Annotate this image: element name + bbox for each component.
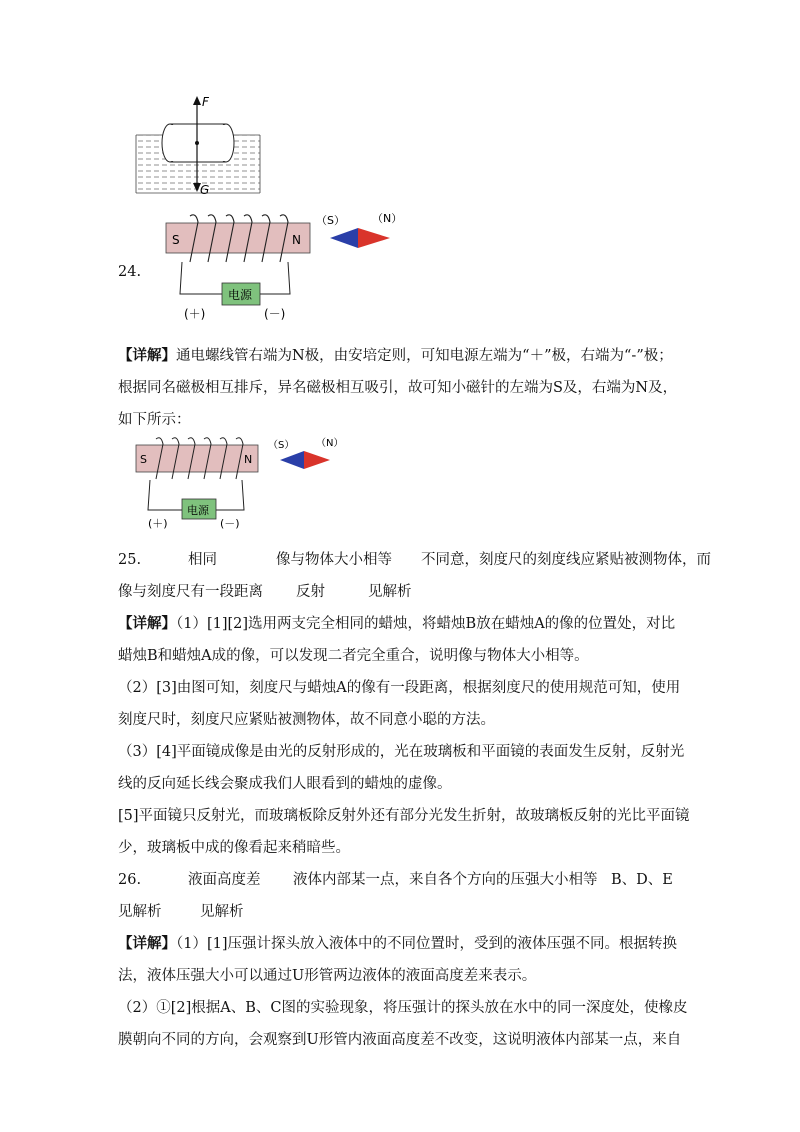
magnetic-needle-blue [280, 451, 304, 469]
q26-line-text: （1）[1]压强计探头放入液体中的不同位置时，受到的液体压强不同。根据转换 [176, 936, 678, 952]
q25-answer-3: 不同意，刻度尺的刻度线应紧贴被测物体，而 [421, 552, 711, 568]
power-plus-label: (＋) [148, 517, 168, 530]
q25-answer-line1 [118, 550, 711, 570]
needle-left-label: （S） [316, 214, 345, 227]
question-24-number: 24. [118, 264, 142, 280]
q25-detail-line4: 刻度尺时，刻度尺应紧贴被测物体，故不同意小聪的方法。 [118, 712, 495, 728]
q24-detail-line3: 如下所示： [118, 412, 191, 428]
needle-right-label: （N） [316, 438, 344, 449]
q25-answer-2: 像与物体大小相等 [276, 552, 392, 568]
q24-detail-tag: 【详解】 [118, 347, 176, 364]
q26-answer-3: B、D、E [611, 872, 673, 888]
buoyancy-figure [130, 90, 270, 200]
q26-answer-2: 液体内部某一点，来自各个方向的压强大小相等 [293, 872, 598, 888]
power-plus-label: (＋) [184, 307, 206, 321]
q26-detail-tag: 【详解】 [118, 935, 176, 952]
q26-detail-line2: 法，液体压强大小可以通过U形管两边液体的液面高度差来表示。 [118, 968, 537, 984]
q26-detail-line3: （2）①[2]根据A、B、C图的实验现象，将压强计的探头放在水中的同一深度处，使橡皮 [118, 1000, 688, 1016]
q25-detail-line5: （3）[4]平面镜成像是由光的反射形成的，光在玻璃板和平面镜的表面发生反射，反射光 [118, 744, 685, 760]
q26-answer-line2 [118, 902, 244, 922]
q26-detail-line1 [118, 934, 677, 954]
force-f-label: F [202, 95, 209, 109]
power-source-label: 电源 [228, 288, 253, 302]
q25-detail-line3: （2）[3]由图可知，刻度尺与蜡烛A的像有一段距离，根据刻度尺的使用规范可知，使用 [118, 680, 681, 696]
solenoid-question-figure [160, 208, 420, 323]
solenoid-right-pole: N [292, 233, 301, 247]
solenoid-left-pole: S [140, 453, 147, 466]
power-minus-label: (－) [264, 307, 286, 321]
q25-answer-4: 像与刻度尺有一段距离 [118, 584, 263, 600]
q25-detail-line2: 蜡烛B和蜡烛A成的像，可以发现二者完全重合，说明像与物体大小相等。 [118, 648, 589, 664]
q25-answer-line2 [118, 582, 412, 602]
needle-right-label: （N） [372, 212, 403, 225]
solenoid-left-pole: S [172, 233, 180, 247]
solenoid-answer-figure [130, 432, 350, 532]
q25-detail-tag: 【详解】 [118, 615, 176, 632]
q26-answer-line1 [118, 870, 673, 890]
q24-line1-text: 通电螺线管右端为N极，由安培定则，可知电源左端为“＋”极，右端为“-”极； [176, 348, 673, 364]
magnetic-needle-red [304, 451, 330, 469]
needle-left-label: （S） [268, 440, 295, 451]
magnetic-needle-red [358, 228, 390, 248]
power-source-label: 电源 [187, 504, 209, 517]
q25-answer-1: 相同 [188, 552, 217, 568]
q25-line-text: （1）[1][2]选用两支完全相同的蜡烛，将蜡烛B放在蜡烛A的像的位置处，对比 [176, 616, 676, 632]
power-minus-label: (－) [220, 517, 240, 530]
solenoid-core [166, 223, 310, 253]
q25-answer-6: 见解析 [368, 584, 412, 600]
q26-detail-line4: 膜朝向不同的方向，会观察到U形管内液面高度差不改变，这说明液体内部某一点，来自 [118, 1032, 682, 1048]
q24-detail-line2: 根据同名磁极相互排斥，异名磁极相互吸引，故可知小磁针的左端为S及，右端为N及， [118, 380, 678, 396]
q26-answer-5: 见解析 [200, 904, 244, 920]
q26-number: 26. [118, 872, 142, 888]
magnetic-needle-blue [330, 228, 358, 248]
force-g-label: G [200, 183, 210, 197]
q26-answer-1: 液面高度差 [188, 872, 261, 888]
q24-detail-line1 [118, 346, 673, 366]
q25-detail-line6: 线的反向延长线会聚成我们人眼看到的蜡烛的虚像。 [118, 776, 452, 792]
solenoid-right-pole: N [244, 453, 253, 466]
q25-detail-line1 [118, 614, 675, 634]
q25-detail-line7: [5]平面镜只反射光，而玻璃板除反射外还有部分光发生折射，故玻璃板反射的光比平面镜 [118, 808, 690, 824]
q25-detail-line8: 少，玻璃板中成的像看起来稍暗些。 [118, 840, 350, 856]
q25-answer-5: 反射 [296, 584, 325, 600]
q26-answer-4: 见解析 [118, 904, 162, 920]
q25-number: 25. [118, 552, 142, 568]
